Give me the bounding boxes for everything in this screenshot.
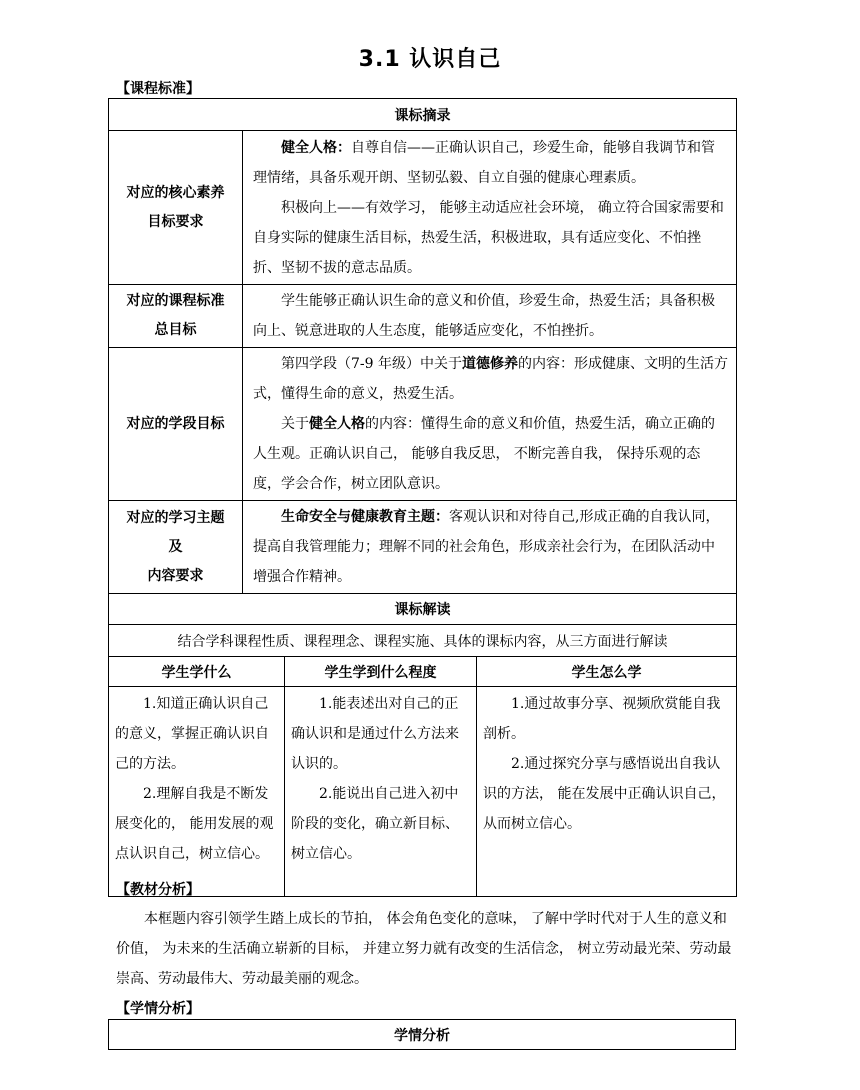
standards-table: [108, 98, 737, 897]
curriculum-goal-content: 学生能够正确认识生命的意义和价值，珍爱生命，热爱生活；具备积极向上、锐意进取的人生态度，能够适应变化，不怕挫折。: [243, 285, 737, 348]
section-label-textbook: 【教材分析】: [116, 882, 200, 898]
row-label-curriculum-goal: 对应的课程标准 总目标: [109, 285, 243, 348]
column-header-what: 学生学什么: [109, 657, 285, 687]
standards-header: 课标摘录: [109, 99, 737, 131]
student-analysis-header: 学情分析: [109, 1020, 736, 1050]
column-header-degree: 学生学到什么程度: [285, 657, 477, 687]
interpretation-header: 课标解读: [109, 594, 737, 625]
core-literacy-content: 健全人格：自尊自信——正确认识自己，珍爱生命，能够自我调节和管理情绪，具备乐观开朗、坚韧弘毅、自立自强的健康心理素质。 积极向上——有效学习， 能够主动适应社会环境， 确立符合国家需要和自身实际的健康生活目标，热爱生活，积极进取，具有适应变化、不怕挫折、坚韧不拔的意志品质。: [243, 131, 737, 285]
learning-theme-content: 生命安全与健康教育主题：客观认识和对待自己,形成正确的自我认同，提高自我管理能力；理解不同的社会角色，形成亲社会行为，在团队活动中增强合作精神。: [243, 501, 737, 594]
stage-goal-content: 第四学段（7-9 年级）中关于道德修养的内容：形成健康、文明的生活方式，懂得生命的意义，热爱生活。 关于健全人格的内容：懂得生命的意义和价值，热爱生活，确立正确的人生观。正确认识自己， 能够自我反思， 不断完善自我， 保持乐观的态度，学会合作，树立团队意识。: [243, 348, 737, 501]
column-header-how: 学生怎么学: [477, 657, 737, 687]
section-label-standard: 【课程标准】: [116, 81, 200, 97]
row-label-core-literacy: 对应的核心素养 目标要求: [109, 131, 243, 285]
page-title: 3.1 认识自己: [358, 47, 502, 72]
what-to-learn-cell: 1.知道正确认识自己的意义，掌握正确认识自己的方法。 2.理解自我是不断发展变化的， 能用发展的观点认识自己，树立信心。: [109, 687, 285, 897]
how-to-learn-cell: 1.通过故事分享、视频欣赏能自我剖析。 2.通过探究分享与感悟说出自我认识的方法， 能在发展中正确认识自己，从而树立信心。: [477, 687, 737, 897]
row-label-learning-theme: 对应的学习主题 及 内容要求: [109, 501, 243, 594]
learning-degree-cell: 1.能表述出对自己的正确认识和是通过什么方法来认识的。 2.能说出自己进入初中阶段的变化，确立新目标、树立信心。: [285, 687, 477, 897]
row-label-stage-goal: 对应的学段目标: [109, 348, 243, 501]
student-analysis-table: [108, 1019, 736, 1050]
section-label-students: 【学情分析】: [116, 1001, 200, 1017]
term-healthy-personality: 健全人格：: [281, 139, 351, 156]
textbook-analysis-paragraph: 本框题内容引领学生踏上成长的节拍， 体会角色变化的意味， 了解中学时代对于人生的意义和价值， 为未来的生活确立崭新的目标， 并建立努力就有改变的生活信念， 树立劳动最光荣、劳动最崇高、劳动最伟大、劳动最美丽的观念。: [116, 911, 732, 987]
interpretation-intro: 结合学科课程性质、课程理念、课程实施、具体的课标内容，从三方面进行解读: [109, 625, 737, 657]
